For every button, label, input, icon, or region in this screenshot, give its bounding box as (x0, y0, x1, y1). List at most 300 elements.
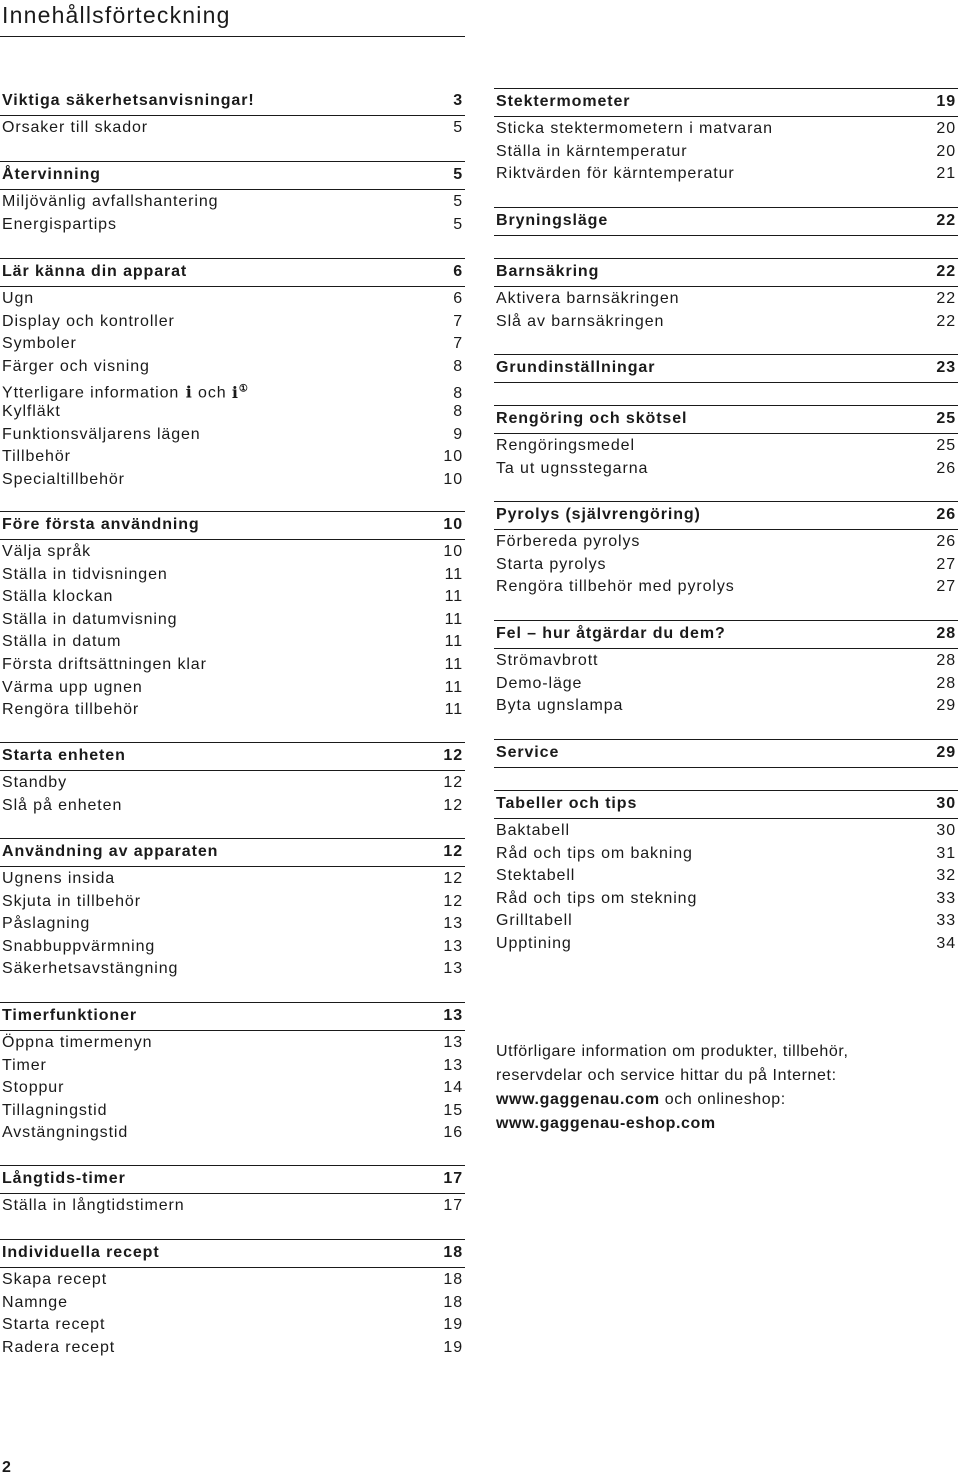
toc-entry-page: 26 (936, 533, 956, 550)
toc-entry-label-wrap (2, 699, 139, 722)
toc-entry-label-wrap (2, 795, 122, 818)
toc-entry[interactable] (494, 843, 958, 866)
toc-section-lar-kanna-din-apparat (0, 258, 465, 491)
toc-entry-label-wrap (2, 191, 218, 214)
toc-entry-label: Skapa recept (2, 1271, 108, 1288)
toc-entry[interactable] (494, 163, 958, 186)
toc-entry-page: 8 (453, 402, 463, 420)
toc-entry-label: Råd och tips om bakning (496, 844, 693, 862)
toc-heading-label: Stektermometer (496, 93, 631, 110)
toc-entry-label-wrap (2, 214, 117, 237)
toc-entry[interactable] (494, 288, 958, 311)
toc-entry-page: 11 (444, 610, 463, 628)
toc-entry-label-wrap (2, 609, 177, 632)
toc-heading[interactable] (494, 739, 958, 768)
toc-entry-page: 30 (936, 822, 956, 839)
toc-entry-label-wrap (496, 888, 697, 911)
toc-entry-label-wrap (2, 891, 141, 914)
note-line-3 (496, 1088, 936, 1112)
toc-entry-page: 10 (443, 470, 463, 488)
toc-entry-page: 11 (444, 678, 463, 696)
toc-entry-page: 12 (443, 870, 463, 887)
toc-heading-page: 5 (453, 166, 463, 183)
toc-heading-page: 3 (453, 92, 463, 109)
toc-entry-label-wrap (496, 118, 773, 141)
toc-entry-label: Tillagningstid (2, 1101, 108, 1119)
toc-entry-label-wrap (2, 1269, 107, 1292)
toc-heading-page: 23 (936, 359, 956, 376)
toc-entry-label-wrap (496, 673, 582, 696)
toc-entry-label: Första driftsättningen klar (2, 655, 207, 673)
toc-entry-page: 27 (936, 555, 956, 573)
toc-entry-page: 7 (453, 335, 463, 353)
toc-entry[interactable] (0, 631, 465, 654)
toc-section-bryningslage (494, 207, 958, 237)
toc-heading-label: Viktiga säkerhetsanvisningar! (2, 92, 255, 109)
toc-entry-page: 11 (444, 565, 463, 583)
toc-entry-page: 20 (936, 142, 956, 160)
toc-entry-page: 8 (453, 357, 463, 375)
toc-entry-label-wrap (496, 865, 575, 888)
toc-entry-page: 9 (453, 425, 463, 443)
note-line-1: Utförligare information om produkter, tillbehör, (496, 1043, 849, 1060)
toc-entry[interactable] (0, 378, 465, 401)
toc-entry-page: 16 (443, 1124, 463, 1142)
toc-heading[interactable] (0, 1239, 465, 1268)
toc-entry-page: 13 (443, 1034, 463, 1051)
toc-entry[interactable] (0, 609, 465, 632)
toc-entry-label-wrap (2, 1055, 47, 1078)
toc-entry-label-wrap (2, 117, 148, 140)
toc-entry-label: Strömavbrott (496, 652, 599, 669)
toc-entry[interactable] (0, 654, 465, 677)
toc-entry-label: Display och kontroller (2, 312, 175, 330)
toc-entry[interactable] (0, 356, 465, 379)
page-title: Innehållsförteckning (2, 2, 231, 28)
toc-section-langtids-timer (0, 1165, 465, 1218)
toc-entry-page: 11 (444, 655, 463, 673)
toc-entry-label-wrap (496, 141, 687, 164)
toc-entry-label: Öppna timermenyn (2, 1034, 153, 1051)
toc-entry-label: Upptining (496, 934, 572, 952)
toc-heading[interactable] (494, 207, 958, 236)
toc-heading-page: 22 (936, 263, 956, 280)
toc-entry-label: Orsaker till skador (2, 119, 149, 136)
gaggenau-eshop-link[interactable]: www.gaggenau-eshop.com (496, 1115, 716, 1132)
toc-entry-page: 31 (936, 844, 956, 862)
toc-entry-label: Rengöra tillbehör med pyrolys (496, 578, 735, 596)
toc-section-fel-hur-atgardar-du-dem (494, 620, 958, 718)
toc-entry-label-wrap (2, 654, 207, 677)
toc-entry-label: Säkerhetsavstängning (2, 960, 179, 978)
toc-entry-label: Standby (2, 774, 68, 791)
toc-entry-label-wrap (2, 333, 77, 356)
toc-entry-page: 5 (453, 119, 463, 136)
toc-entry[interactable] (494, 865, 958, 888)
toc-heading-page: 12 (443, 747, 463, 764)
toc-entry[interactable] (494, 118, 958, 141)
toc-entry-label: Starta pyrolys (496, 555, 607, 573)
toc-entry-label-wrap (496, 843, 693, 866)
title-divider (0, 36, 465, 37)
toc-entry[interactable] (494, 673, 958, 696)
toc-entry[interactable] (0, 1292, 465, 1315)
toc-heading[interactable] (494, 354, 958, 383)
toc-entry[interactable] (0, 117, 465, 140)
toc-section-timerfunktioner (0, 1002, 465, 1145)
toc-entry-page: 18 (443, 1293, 463, 1311)
toc-heading[interactable] (0, 1165, 465, 1194)
toc-entry-label-wrap (2, 586, 113, 609)
toc-entry[interactable] (0, 288, 465, 311)
toc-heading-label: Fel – hur åtgärdar du dem? (496, 625, 726, 642)
toc-entry-label: Starta recept (2, 1316, 106, 1334)
toc-entry-label-wrap (2, 677, 143, 700)
toc-entry-page: 28 (936, 674, 956, 692)
toc-entry-label: Ställa klockan (2, 588, 114, 606)
toc-entry-label-wrap (496, 554, 606, 577)
toc-entry-page: 12 (443, 892, 463, 910)
toc-entry-page: 25 (936, 437, 956, 454)
toc-entry-label-wrap (2, 1032, 152, 1055)
toc-entry-page: 13 (443, 915, 463, 933)
toc-heading-label: Lär känna din apparat (2, 263, 188, 280)
toc-section-stektermometer (494, 88, 958, 186)
toc-entry-label: Funktionsväljarens lägen (2, 425, 201, 443)
toc-entry-label-wrap (2, 541, 91, 564)
toc-entry-page: 20 (936, 120, 956, 137)
toc-entry-label-wrap (2, 564, 168, 587)
toc-entry[interactable] (0, 333, 465, 356)
toc-heading-page: 30 (936, 795, 956, 812)
toc-heading-page: 26 (936, 506, 956, 523)
toc-heading[interactable] (494, 790, 958, 819)
toc-entry-page: 33 (936, 889, 956, 907)
toc-section-atervinning (0, 161, 465, 236)
toc-entry[interactable] (0, 1100, 465, 1123)
toc-heading-page: 6 (453, 263, 463, 280)
toc-entry-page: 10 (443, 448, 463, 466)
toc-entry-page: 13 (443, 937, 463, 955)
toc-entry[interactable] (0, 1055, 465, 1078)
toc-heading-label: Service (496, 744, 560, 761)
toc-entry-label-wrap (496, 910, 573, 933)
toc-entry-page: 28 (936, 652, 956, 669)
toc-entry-page: 11 (444, 588, 463, 606)
toc-heading-label: Pyrolys (självrengöring) (496, 506, 701, 523)
toc-entry-label: Snabbuppvärmning (2, 937, 156, 955)
toc-entry-label: Ställa in tidvisningen (2, 565, 168, 583)
toc-entry[interactable] (0, 541, 465, 564)
toc-entry-label: Aktivera barnsäkringen (496, 290, 680, 307)
toc-entry-label-wrap (496, 576, 735, 599)
toc-entry[interactable] (494, 695, 958, 718)
toc-entry[interactable] (0, 1077, 465, 1100)
toc-entry-label-wrap (2, 868, 115, 891)
toc-entry-label-wrap (2, 356, 150, 379)
toc-entry-page: 11 (444, 633, 463, 651)
note-line-4 (496, 1112, 936, 1136)
toc-entry-label-wrap (496, 820, 570, 843)
toc-entry-label-suffix: och (198, 384, 227, 402)
toc-entry-page: 34 (936, 934, 956, 952)
toc-entry-label-wrap (496, 458, 648, 481)
toc-entry[interactable] (494, 933, 958, 956)
toc-entry[interactable] (0, 677, 465, 700)
toc-section-service (494, 739, 958, 769)
toc-heading-page: 29 (936, 744, 956, 761)
toc-entry-label-wrap (2, 401, 61, 424)
info-icon: i (179, 382, 193, 402)
toc-entry-page: 26 (936, 459, 956, 477)
toc-entry-page: 19 (443, 1316, 463, 1334)
toc-entry-label-wrap (2, 469, 125, 492)
toc-entry-label: Stoppur (2, 1079, 65, 1097)
toc-entry-label-wrap (2, 913, 90, 936)
toc-entry-label: Färger och visning (2, 357, 150, 375)
toc-entry-label: Påslagning (2, 915, 91, 933)
toc-heading[interactable] (0, 511, 465, 540)
toc-entry[interactable] (0, 891, 465, 914)
toc-heading-label: Före första användning (2, 516, 200, 533)
toc-entry-label-wrap (2, 311, 175, 334)
toc-entry-page: 21 (936, 165, 956, 183)
toc-entry-label: Demo-läge (496, 674, 583, 692)
toc-entry-page: 27 (936, 578, 956, 596)
toc-entry[interactable] (0, 311, 465, 334)
toc-heading[interactable] (0, 88, 465, 116)
toc-heading-label: Barnsäkring (496, 263, 600, 280)
toc-entry-label: Grilltabell (496, 912, 573, 930)
toc-section-individuella-recept (0, 1239, 465, 1359)
toc-entry[interactable] (0, 699, 465, 722)
toc-entry[interactable] (0, 1122, 465, 1145)
toc-heading-label: Användning av apparaten (2, 843, 219, 860)
toc-entry[interactable] (0, 795, 465, 818)
toc-heading-page: 22 (936, 212, 956, 229)
toc-entry[interactable] (0, 446, 465, 469)
toc-entry-label: Förbereda pyrolys (496, 533, 641, 550)
toc-entry[interactable] (0, 1269, 465, 1292)
toc-entry-label-wrap (496, 650, 598, 673)
toc-entry-label-wrap (2, 1100, 107, 1123)
toc-heading-label: Långtids-timer (2, 1170, 126, 1187)
toc-entry[interactable] (0, 469, 465, 492)
toc-entry-label: Avstängningstid (2, 1124, 129, 1142)
toc-entry-page: 33 (936, 912, 956, 930)
toc-section-viktiga-sakerhetsanvisningar (0, 88, 465, 140)
toc-heading[interactable] (0, 1002, 465, 1031)
toc-heading-page: 25 (936, 410, 956, 427)
toc-entry[interactable] (494, 141, 958, 164)
toc-entry-page: 19 (443, 1338, 463, 1356)
toc-heading-page: 28 (936, 625, 956, 642)
toc-entry-page: 7 (453, 312, 463, 330)
toc-section-tabeller-och-tips (494, 790, 958, 956)
toc-entry-label: Namnge (2, 1293, 68, 1311)
toc-heading[interactable] (494, 88, 958, 117)
toc-entry-label: Ställa in datum (2, 633, 122, 651)
toc-entry-label: Symboler (2, 335, 77, 353)
toc-entry-label-wrap (2, 424, 201, 447)
toc-heading-label: Rengöring och skötsel (496, 410, 688, 427)
toc-entry-label: Energispartips (2, 215, 117, 233)
toc-heading-label: Starta enheten (2, 747, 126, 764)
toc-entry-label: Baktabell (496, 822, 570, 839)
toc-entry-label: Ställa in kärntemperatur (496, 142, 688, 160)
toc-entry[interactable] (0, 1032, 465, 1055)
toc-entry[interactable] (494, 554, 958, 577)
toc-heading[interactable] (0, 838, 465, 867)
toc-entry-label-wrap (2, 1314, 105, 1337)
toc-entry[interactable] (0, 1314, 465, 1337)
toc-entry[interactable] (0, 564, 465, 587)
toc-heading-page: 17 (443, 1170, 463, 1187)
toc-entry-label: Kylfläkt (2, 402, 61, 420)
page-number: 2 (2, 1459, 11, 1476)
toc-entry[interactable] (0, 1337, 465, 1360)
toc-entry[interactable] (494, 435, 958, 458)
toc-entry-label-wrap (2, 1292, 68, 1315)
toc-entry-label: Ställa in datumvisning (2, 610, 178, 628)
toc-entry[interactable] (494, 820, 958, 843)
toc-entry-label-wrap (2, 1195, 185, 1218)
toc-heading-label: Grundinställningar (496, 359, 656, 376)
internet-info-note (496, 1040, 936, 1136)
toc-entry-page: 15 (443, 1101, 463, 1119)
toc-entry[interactable] (494, 576, 958, 599)
toc-heading-page: 19 (936, 93, 956, 110)
toc-entry-label-wrap (2, 1337, 115, 1360)
toc-entry[interactable] (494, 650, 958, 673)
toc-section-anvandning-av-apparaten (0, 838, 465, 981)
toc-entry-label: Värma upp ugnen (2, 678, 143, 696)
toc-section-fore-forsta-anvandning (0, 511, 465, 722)
toc-section-starta-enheten (0, 742, 465, 817)
toc-entry-label: Byta ugnslampa (496, 697, 624, 715)
info-extended-icon: i① (231, 382, 249, 402)
toc-entry[interactable] (494, 311, 958, 334)
toc-entry-page: 18 (443, 1271, 463, 1288)
toc-entry-page: 14 (443, 1079, 463, 1097)
toc-entry-label: Miljövänlig avfallshantering (2, 193, 219, 210)
toc-entry-page: 32 (936, 867, 956, 885)
toc-heading[interactable] (0, 161, 465, 190)
toc-entry-page: 22 (936, 312, 956, 330)
toc-heading-label: Timerfunktioner (2, 1007, 137, 1024)
toc-entry-label: Radera recept (2, 1338, 116, 1356)
toc-entry-page: 8 (453, 384, 463, 402)
toc-entry[interactable] (0, 772, 465, 795)
toc-entry-page: 11 (444, 701, 463, 719)
toc-entry-label-wrap (2, 631, 121, 654)
toc-entry-page: 5 (453, 193, 463, 210)
toc-entry-label-wrap (2, 772, 67, 795)
toc-heading[interactable] (494, 405, 958, 434)
toc-entry-label: Ta ut ugnsstegarna (496, 459, 649, 477)
toc-entry-label: Slå av barnsäkringen (496, 312, 665, 330)
toc-section-grundinstallningar (494, 354, 958, 384)
toc-entry-page: 10 (443, 543, 463, 560)
toc-entry-label: Välja språk (2, 543, 92, 560)
toc-section-rengoring-och-skotsel (494, 405, 958, 480)
toc-heading[interactable] (494, 258, 958, 287)
toc-entry-page: 13 (443, 1056, 463, 1074)
toc-entry-label: Ugn (2, 290, 35, 307)
toc-entry-label: Stektabell (496, 867, 576, 885)
toc-entry-page: 5 (453, 215, 463, 233)
toc-entry[interactable] (0, 868, 465, 891)
note-line-2: reservdelar och service hittar du på Internet: (496, 1067, 837, 1084)
toc-heading-label: Tabeller och tips (496, 795, 638, 812)
toc-entry-page: 22 (936, 290, 956, 307)
toc-entry-label-wrap (496, 695, 623, 718)
toc-entry-label-wrap (496, 311, 664, 334)
toc-entry-page: 12 (443, 774, 463, 791)
toc-entry-label-wrap (2, 1122, 128, 1145)
toc-section-barnsakring (494, 258, 958, 333)
toc-entry-label: Timer (2, 1056, 47, 1074)
toc-heading[interactable] (0, 742, 465, 771)
toc-entry-label: Sticka stektermometern i matvaran (496, 120, 773, 137)
toc-entry-label-wrap (2, 936, 155, 959)
toc-entry-label: Slå på enheten (2, 796, 123, 814)
toc-entry[interactable] (0, 191, 465, 214)
toc-entry-label: Skjuta in tillbehör (2, 892, 141, 910)
toc-heading[interactable] (0, 258, 465, 287)
toc-entry-label: Ytterligare information (2, 384, 180, 402)
toc-entry[interactable] (0, 913, 465, 936)
toc-heading[interactable] (494, 501, 958, 530)
toc-entry[interactable] (0, 1195, 465, 1218)
toc-heading-page: 12 (443, 843, 463, 860)
toc-heading-page: 18 (443, 1244, 463, 1261)
toc-entry[interactable] (0, 214, 465, 237)
toc-heading-page: 10 (443, 516, 463, 533)
toc-entry[interactable] (494, 910, 958, 933)
toc-entry-label-wrap (496, 531, 640, 554)
toc-section-pyrolys-sjalvrengoring (494, 501, 958, 599)
toc-entry-label-wrap (496, 288, 679, 311)
toc-entry-label-wrap (496, 435, 635, 458)
toc-entry-page: 13 (443, 960, 463, 978)
toc-entry[interactable] (494, 888, 958, 911)
toc-entry[interactable] (494, 458, 958, 481)
toc-entry-page: 6 (453, 290, 463, 307)
toc-entry-label-wrap (2, 958, 178, 981)
toc-heading-label: Återvinning (2, 166, 101, 183)
note-mid-text: och onlineshop: (659, 1091, 786, 1108)
toc-entry-label: Ställa in långtidstimern (2, 1197, 185, 1214)
toc-entry[interactable] (0, 586, 465, 609)
toc-entry-label: Råd och tips om stekning (496, 889, 698, 907)
toc-entry-label: Rengöra tillbehör (2, 701, 140, 719)
toc-entry[interactable] (0, 958, 465, 981)
toc-heading[interactable] (494, 620, 958, 649)
toc-entry[interactable] (0, 936, 465, 959)
toc-entry-label-wrap (2, 446, 71, 469)
toc-entry-label: Specialtillbehör (2, 470, 125, 488)
toc-entry-label: Ugnens insida (2, 870, 116, 887)
toc-entry-label-wrap (2, 288, 34, 311)
toc-entry-label: Rengöringsmedel (496, 437, 635, 454)
toc-entry-page: 12 (443, 796, 463, 814)
toc-entry[interactable] (494, 531, 958, 554)
gaggenau-link[interactable]: www.gaggenau.com (496, 1091, 660, 1108)
toc-entry[interactable] (0, 424, 465, 447)
toc-entry-label: Tillbehör (2, 448, 71, 466)
toc-heading-label: Bryningsläge (496, 212, 609, 229)
